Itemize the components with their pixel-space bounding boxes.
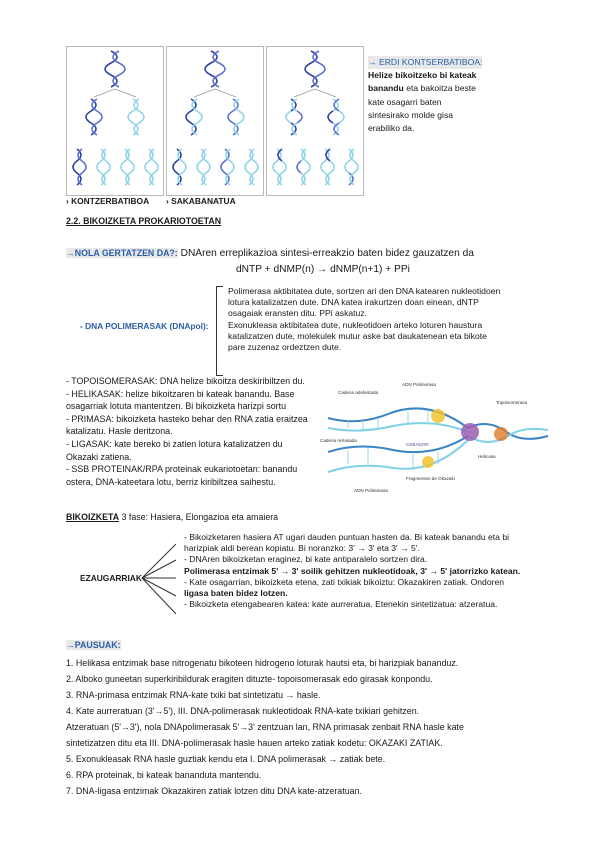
fork-label: Cadena retrasada [320, 438, 357, 443]
ezaugarriak-label: EZAUGARRIAK [80, 573, 142, 583]
ezaugarriak-line: - Bikoizketaren hasiera AT ugari dauden puntuan hasten da. Bi kateak banandu eta bi [184, 532, 510, 542]
erdi-line-bold: banandu [368, 83, 404, 94]
erdi-line: kate osagarri baten [368, 96, 442, 107]
fork-label: Helicasa [478, 454, 496, 459]
nola-row [66, 248, 474, 259]
replication-fork-figure [318, 378, 554, 496]
dispersive-helix-diagram [267, 47, 363, 195]
bikoizketa-text: 3 fase: Hasiera, Elongazioa eta amaiera [121, 512, 279, 522]
nola-text: DNAren erreplikazioa sintesi-erreakzio baten bidez gauzatzen da [180, 248, 474, 259]
section-title: 2.2. BIKOIZKETA PROKARIOTOETAN [66, 216, 222, 226]
figure-dispersive [266, 46, 364, 196]
enzymes-list [66, 375, 316, 488]
bikoizketa-row [66, 512, 278, 522]
figure-label-dispersive: › SAKABANATUA [166, 196, 236, 206]
pausuak-step: sintetizatzen ditu eta III. DNA-polimerasak hasle hauen arteko zatiak kodetu: OKAZAKI ZATIAK. [66, 738, 443, 748]
ezaugarriak-line: ligasa baten bidez lotzen. [184, 588, 288, 599]
erdi-line [368, 82, 538, 95]
enzyme-line: - HELIKASAK: helize bikoitzaren bi kateak banandu. Base [66, 388, 295, 399]
ezaugarriak-line: - DNAren bikoizketan eraginez, bi kate antiparalelo sortzen dira. [184, 554, 428, 565]
nola-formula: dNTP + dNMP(n) → dNMP(n+1) + PPi [236, 264, 410, 275]
erdi-line-rest: eta bakoitza beste [403, 83, 476, 94]
pausuak-step: 2. Alboko guneetan superkiribildurak eragiten dituzte- topoisomerasak edo girasak konpondu. [66, 674, 433, 684]
erdi-kontserbatiboa-block [368, 56, 538, 135]
fork-label: Fragmentos de Okazaki [406, 476, 455, 481]
ezaugarriak-line: Polimerasa entzimak 5' → 3' soilik gehitzen nukleotidoak, 3' → 5' jatorrizko katean. [184, 565, 521, 576]
bikoizketa-label: BIKOIZKETA [66, 512, 120, 522]
dna-pol-p1-line: Polimerasa aktibitatea dute, sortzen ari den DNA katearen nukleotidoen [228, 286, 501, 296]
fork-word: CEBADOR [406, 442, 429, 447]
erdi-line: sintesirako molde gisa [368, 109, 454, 120]
fork-label: ADN Polimerasa [354, 488, 388, 493]
ezaugarriak-list [184, 532, 554, 610]
pausuak-step: 1. Helikasa entzimak base nitrogenatu bikoteen hidrogeno loturak hautsi eta, bi harizpiak bananduz. [66, 658, 459, 668]
pausuak-step: 4. Kate aurreratuan (3'→5'), III. DNA-polimerasak nukleotidoak RNA-kate txikiari gehitzen. [66, 706, 420, 716]
dna-pol-p1-line: lotura katalizatzen dute. DNA katea irakurtzen doan einean, dNTP [228, 297, 479, 308]
ezaugarriak-arrows [140, 538, 180, 618]
pausuak-label: →PAUSUAK: [66, 640, 121, 650]
fork-label: ADN Polimerasa [402, 382, 436, 387]
enzyme-line: ostera, DNA-kateetara lotu, berriz kiribiltzea saihestu. [66, 476, 276, 487]
ezaugarriak-line: - Bikoizketa etengabearen katea: kate aurreratua. Etenekin sintetizatua: atzeratua. [184, 599, 498, 610]
replication-fork-diagram [318, 378, 554, 496]
enzyme-line: - LIGASAK: kate bereko bi zatien lotura katalizatzen du [66, 438, 283, 449]
dna-pol-brace [216, 286, 223, 376]
dna-pol-text [228, 286, 563, 353]
figure-semiconservative [166, 46, 264, 196]
enzyme-line: - TOPOISOMERASAK: DNA helize bikoitza deskiribiltzen du. [66, 376, 305, 386]
pausuak-step: 7. DNA-ligasa entzimak Okazakiren zatiak lotzen ditu DNA kate-atzeratuan. [66, 786, 362, 796]
enzyme-line: katalizatu. Hasle deritzona. [66, 426, 173, 437]
pausuak-list [66, 655, 566, 799]
ezaugarriak-line: - Kate osagarrian, bikoizketa etena, zati txikiak bikoiztu: Okazakiren zatiak. Ondoren [184, 576, 505, 587]
semiconservative-helix-diagram [167, 47, 263, 195]
enzyme-line: Okazaki zatiena. [66, 451, 132, 462]
figure-label-conservative: › KONTZERBATIBOA [66, 196, 150, 206]
dna-pol-label: - DNA POLIMERASAK (DNApol): [80, 321, 209, 331]
conservative-helix-diagram [67, 47, 163, 195]
pausuak-step: 5. Exonukleasak RNA hasle guztiak kendu eta I. DNA polimerasak → zatiak bete. [66, 754, 386, 764]
erdi-line: Helize bikoitzeko bi kateak [368, 70, 477, 81]
erdi-title: → ERDI KONTSERBATIBOA: [368, 56, 482, 69]
figure-conservative [66, 46, 164, 196]
enzyme-line: - SSB PROTEINAK/RPA proteinak eukariotoetan: banandu [66, 464, 298, 475]
erdi-line: erabiliko da. [368, 123, 415, 134]
fork-label: Topoisomerasa [496, 400, 528, 405]
pausuak-step: 3. RNA-primasa entzimak RNA-kate txiki bat sintetizatu → hasle. [66, 690, 321, 700]
nola-label: →NOLA GERTATZEN DA?: [66, 248, 178, 258]
enzyme-line: - PRIMASA: bikoizketa hasteko behar den RNA zatia eraitzea [66, 413, 308, 424]
dna-pol-p2-line: katalizatzen dute, molekulek mutur aske bat daukatenean eta bikote [228, 330, 487, 341]
dna-pol-p2-line: pare zuzenaz ordeztzen dute. [228, 342, 342, 353]
ezaugarriak-line: harizpiak aldi berean kopiatu. Bi noranzko: 3' → 3' eta 3' → 5'. [184, 543, 420, 554]
pausuak-step: 6. RPA proteinak, bi kateak bananduta mantendu. [66, 770, 262, 780]
dna-pol-p1-line: osagaiak eransten ditu. PPi askatuz. [228, 308, 368, 319]
enzyme-line: osagarriak lotuta mantentzen. Bi bikoizketa harizpi sortu [66, 401, 287, 412]
pausuak-step: Atzeratuan (5'→3'), nola DNApolimerasak 5'→3' zentzuan lan, RNA primasak zenbait RNA hasle kate [66, 722, 464, 732]
dna-pol-p2-line: Exonukleasa aktibitatea dute, nukleotidoen arteko loturen haustura [228, 319, 483, 330]
fork-label: Cadena adelantada [338, 390, 379, 395]
